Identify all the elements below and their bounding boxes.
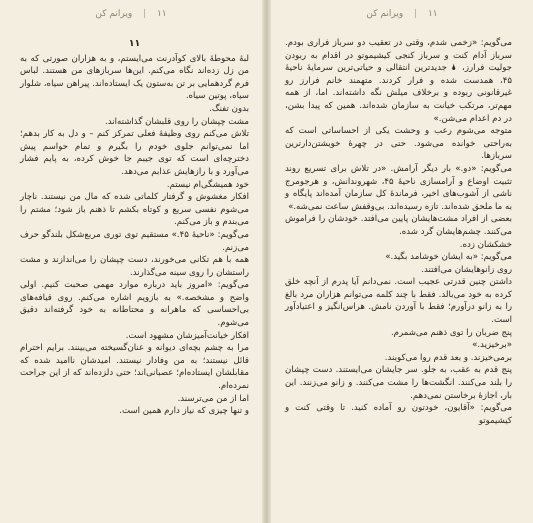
paragraph: اما از من می‌ترسند. bbox=[177, 393, 249, 404]
page-header bbox=[0, 9, 262, 19]
paragraph: پنج ضربان را توی ذهنم می‌شمرم. bbox=[390, 327, 512, 338]
paragraph: تلاش می‌کنم روی وظیفهٔ فعلی تمرکز کنم – و دل به کار بدهم؛ اما نمی‌توانم جلوی خودم را بگیرم و تمام حواسم پیش دخترچه‌ای است که توی جیبم جا خوش کرده، به پایم فشار می‌آورد و با رازهایش عذابم می‌دهد. bbox=[20, 129, 249, 177]
right-page bbox=[271, 0, 533, 523]
header-separator: | bbox=[143, 9, 147, 19]
paragraph: برمی‌خیزند. و بعد قدم روا می‌کوبند. bbox=[384, 352, 512, 363]
paragraph: افکار مغشوش و گرفتار کلماتی شده که مال من نیستند. ناچار می‌شوم نفسی سریع و کوتاه بکشم تا ذهنم باز شود؛ مشتم را می‌بندم و باز می‌کنم. bbox=[20, 192, 249, 228]
paragraph: افکار خیانت‌آمیزشان مشهود است. bbox=[125, 330, 249, 341]
paragraph: لبهٔ محوطهٔ بالای کوآدرنت می‌ایستم، و به هزاران صورتی که به من زل زده‌اند نگاه می‌کنم. این‌ها سربازهای من هستند. لباس فرم گردهمایی بر تن به‌ستون یک ایستاده‌اند. پیراهن سیاه، شلوار سیاه، پوتین سیاه. bbox=[20, 53, 249, 102]
page-header bbox=[271, 9, 533, 19]
paragraph: متوجه می‌شوم رعب و وحشت یکی از احساساتی است که به‌راحتی خوانده می‌شود. حتی در چهرهٔ خویشتن‌دارترین سربازها. bbox=[285, 126, 512, 162]
paragraph: خشکشان زده. bbox=[459, 239, 512, 250]
paragraph: پنج قدم به عقب، به جلو. سر جایشان می‌ایستند. دست چپشان را بلند می‌کنند. انگشت‌ها را مشت می‌کنند. و زانو می‌زنند. این بار، اجازهٔ برخاستن نمی‌دهم. bbox=[285, 365, 512, 401]
paragraph: مرا به چشم بچه‌ای دیوانه و عنان‌گسیخته می‌بینند. برایم احترام قائل نیستند؛ به من وفادار نیستند. امیدشان ناامید شده که مقابلشان ایستاده‌ام؛ عصبانی‌اند؛ حتی دلزده‌اند که از این جراحت نمرده‌ام. bbox=[20, 343, 249, 392]
paragraph: می‌گویم: «آقایون، خودتون رو آماده کنید. تا وقتی کنت و کیشیموتو bbox=[285, 403, 512, 426]
paragraph: می‌گویم: «به ایشان خوشامد بگید.» bbox=[385, 252, 512, 263]
header-page-number: ۱۱ bbox=[427, 9, 438, 19]
page-body bbox=[20, 38, 249, 418]
paragraph: می‌گویم: «دو.» بار دیگر آرامش. «در تلاش برای تسریع روند تثبیت اوضاع و آرامسازی ناحیهٔ ۴۵، شهروندانش، و هرجومرج ناشی از آشوب‌های اخیر، فرماندهٔ کل سازمان آمده‌اند پایگاه و به ما ملحق شده‌اند. تازه رسیده‌اند. بی‌وقفش ساعت نمی‌شه.» bbox=[285, 163, 512, 212]
header-book-title: ویرانم کن bbox=[95, 9, 133, 19]
paragraph: همه با هم تکانی می‌خورند، دست چپشان را می‌اندازند و مشت راستشان را روی سینه می‌گذارند. bbox=[20, 255, 249, 278]
paragraph: مشت چپشان را روی قلبشان گذاشته‌اند. bbox=[105, 116, 249, 127]
chapter-number: ۱۱ bbox=[128, 38, 141, 49]
paragraph: داشتن چنین قدرتی عجیب است. نمی‌دانم آیا پدرم از آنچه خلق کرده به خود می‌بالد. فقط با چند کلمه می‌توانم هزاران مرد بالغ را به زانو درآورم؛ فقط با آوردن نامش. هراس‌انگیز و اعتیادآور است. bbox=[285, 277, 512, 326]
paragraph: می‌گویم: «زخمی شدم، وقتی در تعقیب دو سرباز فراری بودم. سرباز آدام کنت و سرباز کنجی کیشیموتو در اقدام به ربودن جولیت فرارز، 🌢 جدیدترین انتقالی و حیاتی‌ترین سرمایهٔ ناحیهٔ ۴۵، همدست شده و فرار کردند. متهمند خانم فرارز رو غیرقانونی ربوده و برخلاف میلش نگه داشته‌اند. اما، از همه مهم‌تر، مرتکب خیانت به سازمان شده‌اند. همین که پیدا بشن، در دم اعدام می‌شن.» bbox=[285, 38, 512, 124]
paragraph: «برخیزید.» bbox=[472, 340, 512, 351]
paragraph: بعضی از افراد مشت‌هایشان پایین می‌افتد. خودشان را فراموش می‌کنند. چشم‌هایشان گرد شده. bbox=[285, 214, 512, 237]
paragraph: و تنها چیزی که نیاز دارم همین است. bbox=[119, 406, 249, 417]
header-separator: | bbox=[414, 9, 418, 19]
paragraph: می‌گویم: «امروز باید درباره موارد مهمی صحبت کنیم. اولی واضح و مشخصه.» به بازویم اشاره می‌کنم. روی قیافه‌های بی‌احساسی که ماهرانه و محتاطانه به خود گرفته‌اند دقیق می‌شوم. bbox=[20, 280, 249, 329]
book-gutter bbox=[262, 0, 271, 523]
header-page-number: ۱۱ bbox=[156, 9, 167, 19]
paragraph: می‌گویم: «ناحیهٔ ۴۵.» مستقیم توی توری مربع‌شکل بلندگو حرف می‌زنم. bbox=[20, 229, 249, 253]
paragraph: روی زانوهایشان می‌افتند. bbox=[421, 264, 512, 275]
paragraph: خود همیشگی‌ام نیستم. bbox=[166, 179, 249, 190]
header-book-title: ویرانم کن bbox=[366, 9, 404, 19]
left-page bbox=[0, 0, 262, 523]
page-body bbox=[285, 37, 512, 427]
paragraph: بدون تفنگ. bbox=[209, 103, 249, 114]
